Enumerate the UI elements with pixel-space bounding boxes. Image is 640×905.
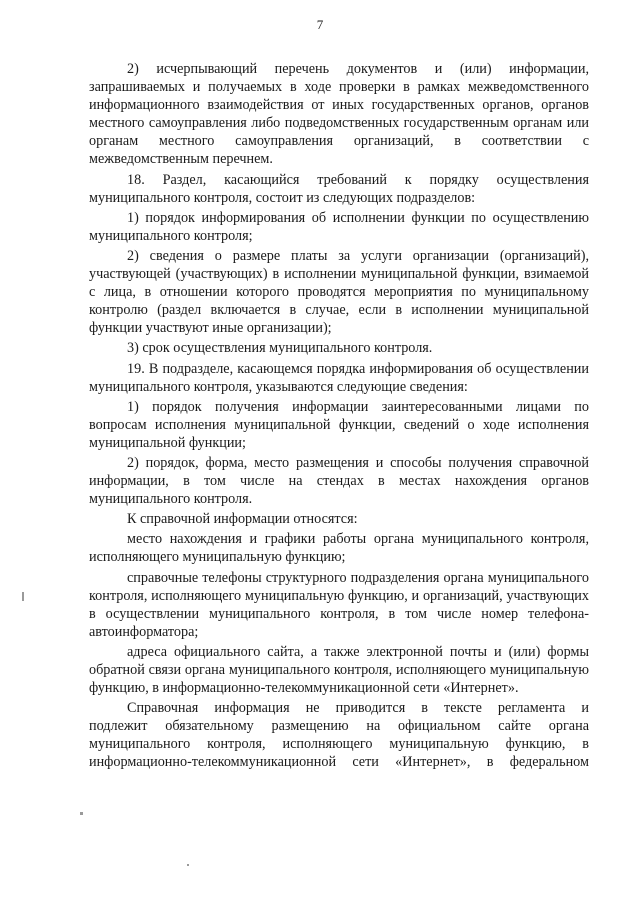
paragraph: 18. Раздел, касающийся требований к порядку осуществления муниципального контроля, состоит из следующих подразделов: — [89, 171, 589, 206]
paragraph: К справочной информации относятся: — [127, 511, 358, 528]
text-line: информационно-телекоммуникационной сети «Интернет», в федеральном — [89, 754, 589, 771]
paragraph: адреса официального сайта, а также электронной почты и (или) формы обратной связи органа муниципального контроля, исполняющего муниципальную функцию, в информационно-телекоммуникационной сети «Интернет». — [89, 643, 589, 697]
text-line: муниципального контроля, исполняющего муниципальную функцию, в — [89, 736, 589, 753]
scan-speck — [22, 592, 24, 601]
text-line: Справочная информация не приводится в тексте регламента и — [127, 700, 589, 717]
scan-speck — [80, 812, 83, 815]
paragraph: 1) порядок получения информации заинтересованными лицами по вопросам исполнения муниципальной функции, сведений о ходе исполнения муниципальной функции; — [89, 398, 589, 451]
paragraph: справочные телефоны структурного подразделения органа муниципального контроля, исполняющего муниципальную функцию, и организаций, участвующих в осуществлении муниципального контроля, в том числе номер телефона-автоинформатора; — [89, 569, 589, 640]
paragraph: 1) порядок информирования об исполнении функции по осуществлению муниципального контроля; — [89, 209, 589, 244]
paragraph: место нахождения и графики работы органа муниципального контроля, исполняющего муниципальную функцию; — [89, 531, 589, 566]
paragraph: 2) порядок, форма, место размещения и способы получения справочной информации, в том числе на стендах в местах нахождения органов муниципального контроля. — [89, 454, 589, 508]
scan-speck — [187, 864, 189, 866]
paragraph-continuing — [89, 699, 589, 771]
paragraph: 2) исчерпывающий перечень документов и (или) информации, запрашиваемых и получаемых в ходе проверки в рамках межведомственного информационного взаимодействия от иных государственных органов, органов местного самоуправления либо подведомственных государственным органам или органам местного самоуправления организаций, в соответствии с межведомственным перечнем. — [89, 61, 589, 168]
paragraph: 2) сведения о размере платы за услуги организации (организаций), участвующей (участвующих) в исполнении муниципальной функции, взимаемой с лица, в отношении которого проводятся мероприятия по муниципальному контролю (раздел включается в случае, если в исполнении муниципальной функции участвуют иные организации); — [89, 247, 589, 337]
paragraph: 19. В подразделе, касающемся порядка информирования об осуществлении муниципального контроля, указываются следующие сведения: — [89, 360, 589, 395]
page-number: 7 — [316, 17, 324, 32]
text-line: подлежит обязательному размещению на официальном сайте органа — [89, 718, 589, 735]
document-body — [89, 60, 589, 774]
paragraph: 3) срок осуществления муниципального контроля. — [127, 340, 433, 357]
